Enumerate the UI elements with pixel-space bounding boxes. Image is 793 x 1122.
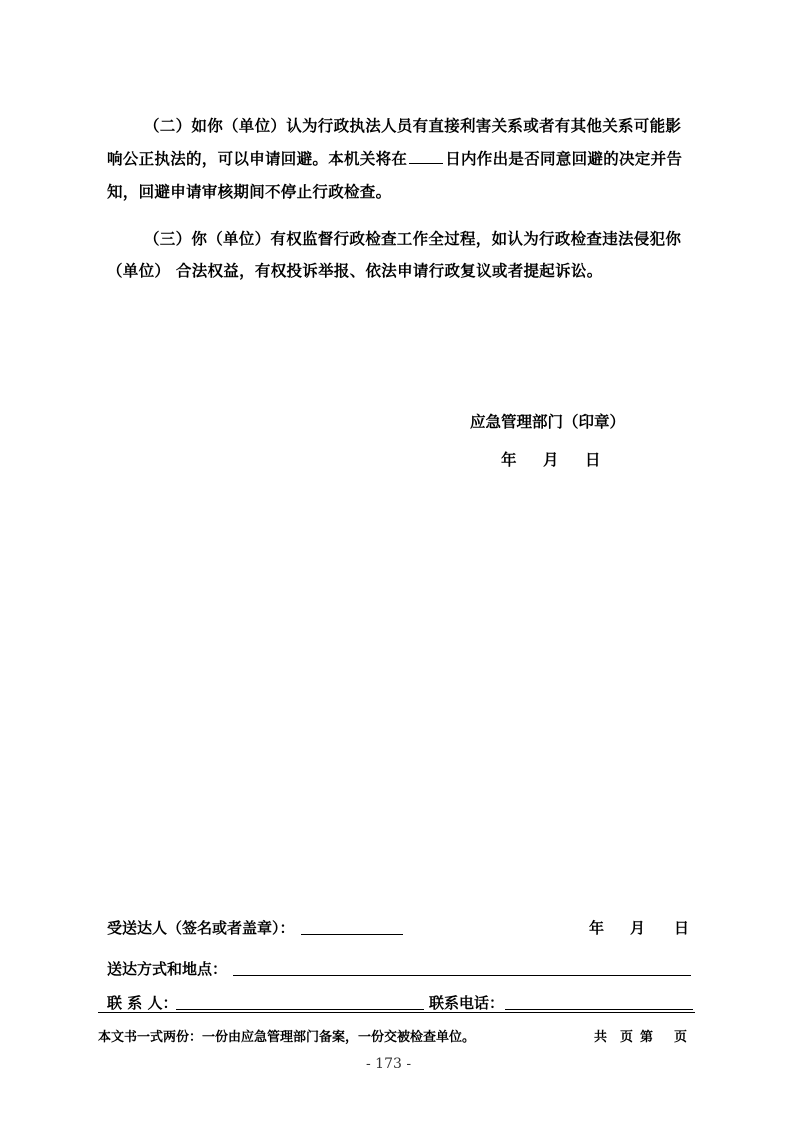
section2-line2-before: 响公正执法的，可以申请回避。本机关将在 xyxy=(107,150,408,168)
contact-line[interactable] xyxy=(176,1009,424,1010)
recipient-label: 受送达人（签名或者盖章）： xyxy=(107,919,295,937)
recipient-day: 日 xyxy=(674,919,690,937)
phone-line[interactable] xyxy=(505,1009,693,1010)
issuer-date-year: 年 xyxy=(501,451,517,469)
section3-line2: （单位） 合法权益，有权投诉举报、依法申请行政复议或者提起诉讼。 xyxy=(107,262,603,280)
footer-note: 本文书一式两份：一份由应急管理部门备案，一份交被检查单位。 xyxy=(98,1030,476,1045)
section2-line1: （二）如你（单位）认为行政执法人员有直接利害关系或者有其他关系可能影 xyxy=(144,117,682,135)
page-number: - 173 - xyxy=(366,1056,412,1072)
delivery-method-label: 送达方式和地点： xyxy=(107,960,228,978)
issuer-date-month: 月 xyxy=(543,451,559,469)
footer-divider xyxy=(98,1012,695,1013)
footer-total-label: 共 xyxy=(594,1030,608,1045)
phone-label: 联系电话： xyxy=(429,994,505,1012)
delivery-method-line[interactable] xyxy=(233,975,691,976)
recipient-year: 年 xyxy=(589,919,605,937)
issuer-date-day: 日 xyxy=(585,451,601,469)
issuer-name: 应急管理部门（印章） xyxy=(470,413,626,431)
days-blank xyxy=(409,162,443,164)
footer-page-label2: 页 xyxy=(674,1030,688,1045)
section3-line1: （三）你（单位）有权监督行政检查工作全过程，如认为行政检查违法侵犯你 xyxy=(144,230,682,248)
footer-page-label1: 页第 xyxy=(620,1030,661,1045)
section2-line2-after: 日内作出是否同意回避的决定并告 xyxy=(445,150,683,168)
contact-label: 联 系 人： xyxy=(107,994,178,1012)
recipient-signature-line[interactable] xyxy=(301,934,403,935)
section2-line2 xyxy=(107,147,682,169)
section2-line3: 知，回避申请审核期间不停止行政检查。 xyxy=(107,183,392,201)
recipient-month: 月 xyxy=(630,919,646,937)
